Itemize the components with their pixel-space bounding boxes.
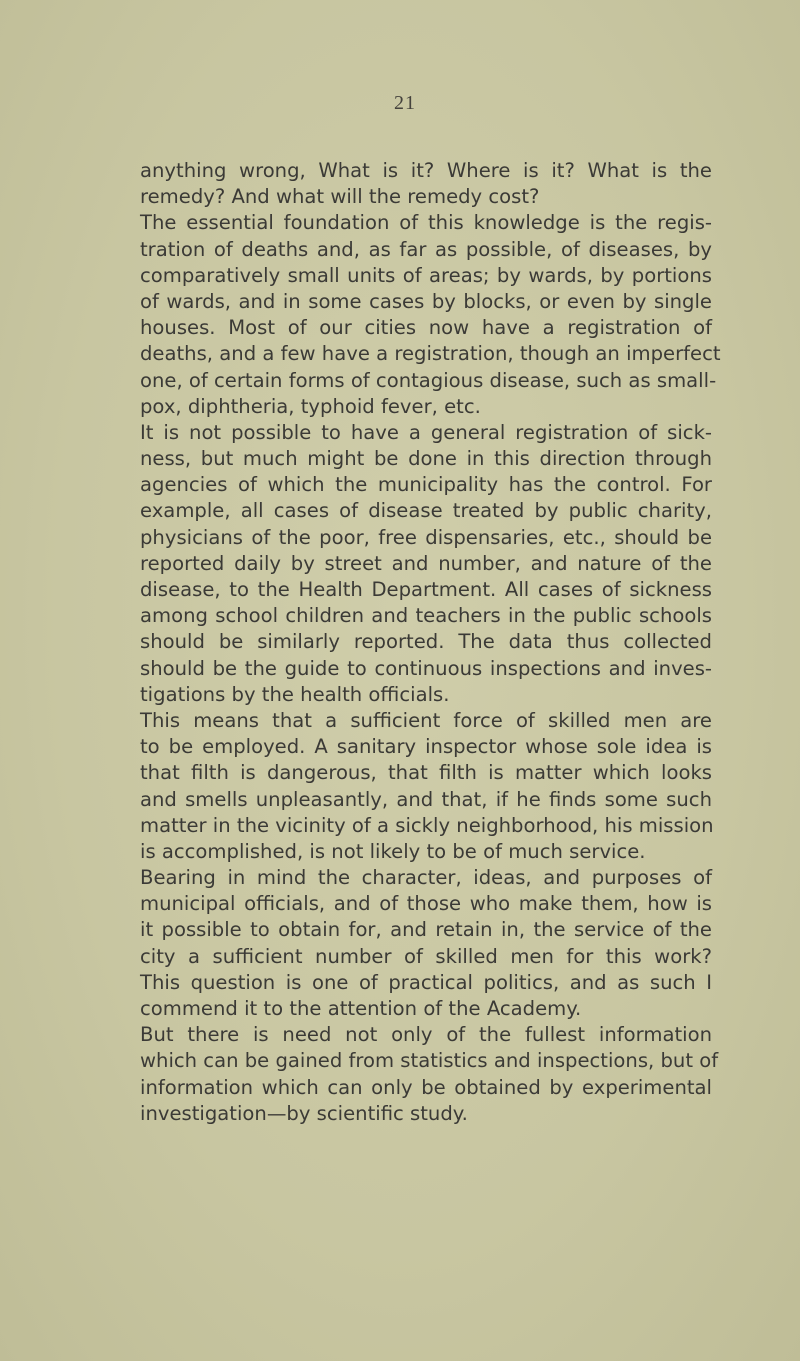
- text-line: commend it to the attention of the Academy.: [140, 997, 582, 1020]
- text-line: It is not possible to have a general registration of sick-: [140, 420, 712, 444]
- text-line: agencies of which the municipality has the control. For: [140, 473, 712, 497]
- text-line: physicians of the poor, free dispensaries, etc., should be: [140, 525, 712, 549]
- text-line: is accomplished, is not likely to be of much service.: [140, 839, 646, 863]
- text-line: comparatively small units of areas; by wards, by portions: [140, 263, 712, 287]
- text-line: pox, diphtheria, typhoid fever, etc.: [140, 394, 481, 418]
- text-line: investigation—by scientific study.: [140, 1101, 468, 1125]
- text-line: This question is one of practical politics, and as such I: [140, 970, 712, 994]
- text-line: and smells unpleasantly, and that, if he finds some such: [140, 787, 712, 811]
- text-line: it possible to obtain for, and retain in, the service of the: [140, 918, 712, 942]
- text-line: tigations by the health officials.: [140, 682, 450, 706]
- text-line: should be similarly reported. The data thus collected: [140, 630, 712, 654]
- text-line: tration of deaths and, as far as possible, of diseases, by: [140, 237, 712, 261]
- text-line: information which can only be obtained by experimental: [140, 1075, 712, 1099]
- text-line: one, of certain forms of contagious disease, such as small-: [140, 368, 717, 392]
- text-line: example, all cases of disease treated by public charity,: [140, 499, 712, 523]
- text-line: matter in the vicinity of a sickly neighborhood, his mission: [140, 813, 714, 837]
- text-line: city a sufficient number of skilled men for this work?: [140, 944, 712, 968]
- text-line: But there is need not only of the fullest information: [140, 1023, 712, 1047]
- text-line: to be employed. A sanitary inspector whose sole idea is: [140, 735, 712, 759]
- text-line: reported daily by street and number, and nature of the: [140, 551, 712, 575]
- text-line: of wards, and in some cases by blocks, or even by single: [140, 289, 712, 313]
- body-text: [140, 158, 721, 1127]
- text-line: that filth is dangerous, that filth is matter which looks: [140, 761, 712, 785]
- text-line: This means that a sufficient force of skilled men are: [140, 708, 712, 732]
- text-line: houses. Most of our cities now have a registration of: [140, 316, 712, 340]
- text-line: remedy? And what will the remedy cost?: [140, 185, 540, 209]
- text-line: among school children and teachers in the public schools: [140, 604, 712, 628]
- text-line: The essential foundation of this knowledge is the regis-: [140, 211, 712, 235]
- text-line: should be the guide to continuous inspections and inves-: [140, 656, 712, 680]
- text-line: municipal officials, and of those who make them, how is: [140, 892, 712, 916]
- text-line: disease, to the Health Department. All cases of sickness: [140, 578, 712, 601]
- page-number: 21: [394, 92, 416, 114]
- text-line: deaths, and a few have a registration, though an imperfect: [140, 342, 721, 366]
- text-line: anything wrong, What is it? Where is it? What is the: [140, 159, 712, 182]
- text-line: Bearing in mind the character, ideas, and purposes of: [140, 866, 712, 890]
- text-line: ness, but much might be done in this direction through: [140, 447, 712, 471]
- text-line: which can be gained from statistics and inspections, but of: [140, 1049, 719, 1073]
